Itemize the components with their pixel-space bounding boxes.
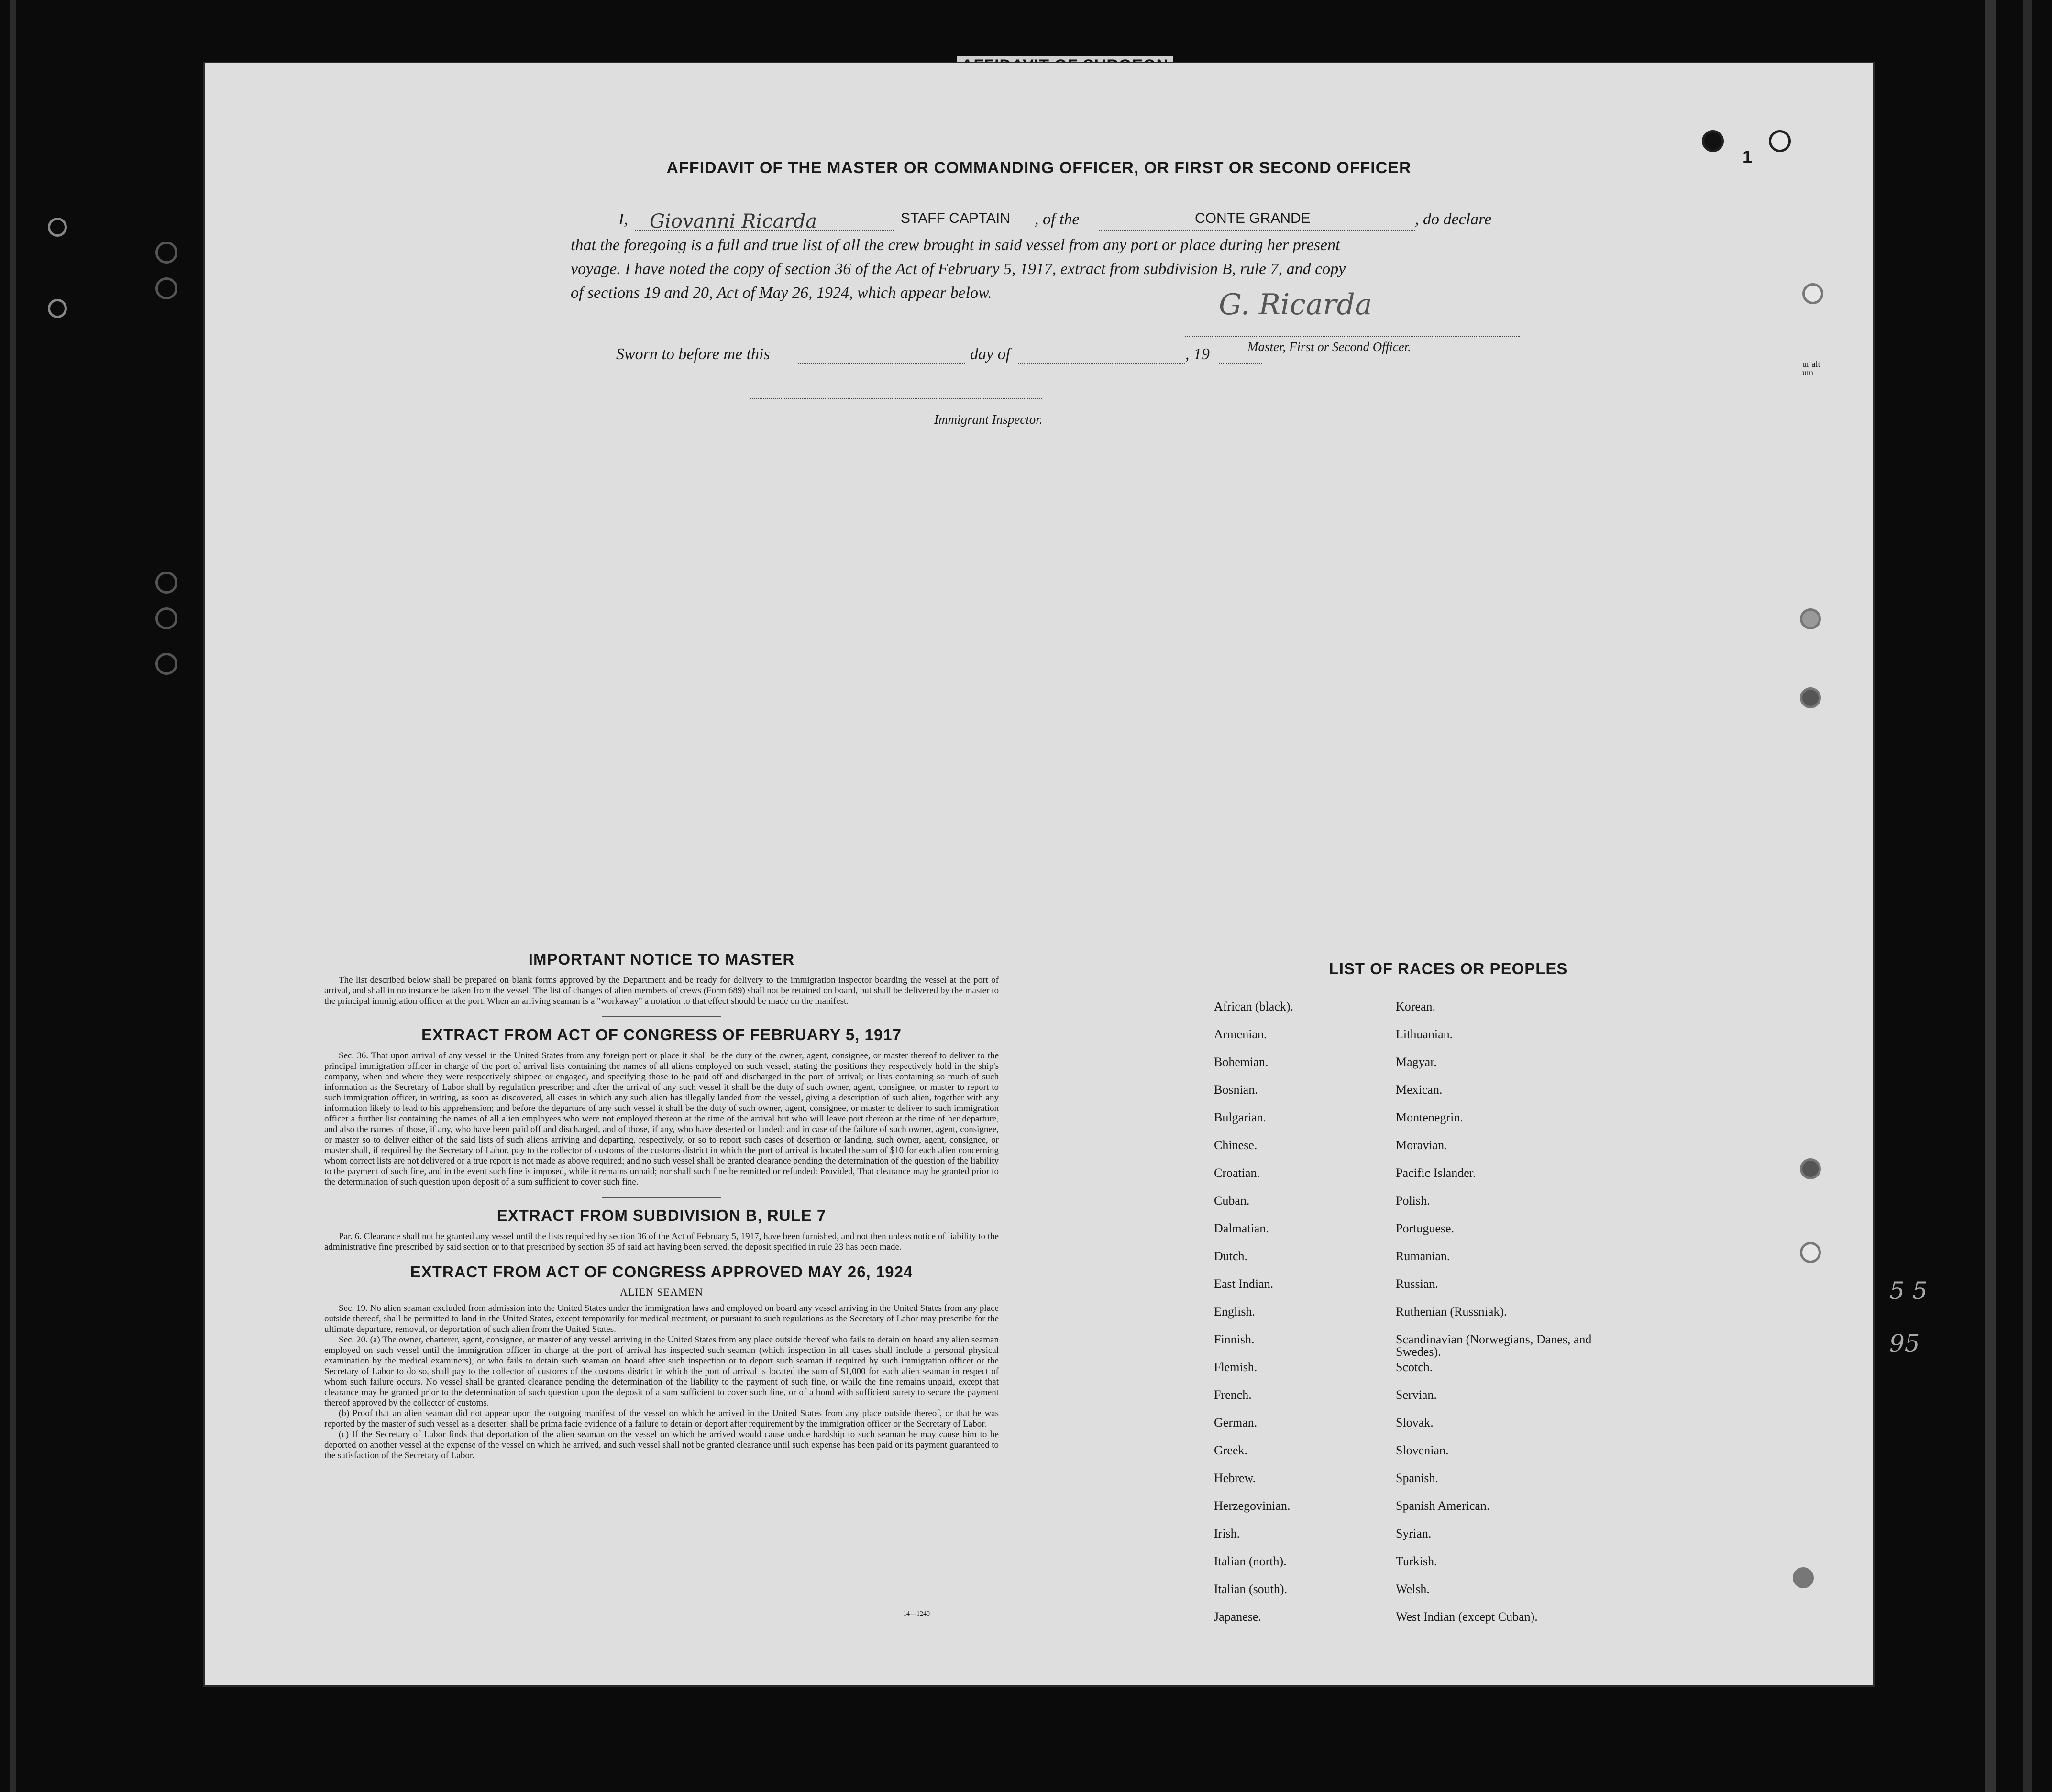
scan-edge xyxy=(1985,0,1996,1792)
notice-body: The list described below shall be prepared on blank forms approved by the Department and be ready for delivery to the immigration inspector boarding the vessel at the port of arrival, and shall in no instance be taken from the vessel. The list of changes of alien members of crews (Form 689) shall not be retained on board, but shall be delivered by the master to the principal immigration officer at the port. When an arriving seaman is a "workaway" a notation to that effect should be made on the manifest. xyxy=(324,975,999,1006)
scan-edge xyxy=(10,0,16,1792)
race-item: English. xyxy=(1214,1305,1255,1319)
race-item: Croatian. xyxy=(1214,1166,1260,1180)
form-number: 14—1240 xyxy=(903,1610,930,1617)
race-item: Italian (north). xyxy=(1214,1554,1287,1568)
affidavit-sheet xyxy=(205,63,1873,1685)
binder-hole xyxy=(155,572,177,594)
scan-edge xyxy=(2023,0,2032,1792)
race-item: Slovak. xyxy=(1396,1416,1434,1429)
binder-hole xyxy=(155,277,177,299)
race-item: French. xyxy=(1214,1388,1252,1402)
binder-hole xyxy=(155,607,177,629)
race-item: Pacific Islander. xyxy=(1396,1166,1476,1180)
inspector-signature-line xyxy=(750,393,1042,399)
race-item: Montenegrin. xyxy=(1396,1110,1463,1124)
race-item: Magyar. xyxy=(1396,1055,1437,1069)
margin-note: ur alt um xyxy=(1802,359,1820,377)
race-item: Turkish. xyxy=(1396,1554,1437,1568)
race-item: Bulgarian. xyxy=(1214,1110,1267,1124)
race-item: Hebrew. xyxy=(1214,1471,1256,1485)
race-item: Finnish. xyxy=(1214,1332,1255,1346)
affidavit-line-2: that the foregoing is a full and true list of all the crew brought in said vessel from any port or place during her present xyxy=(571,236,1340,254)
race-item: Lithuanian. xyxy=(1396,1027,1453,1041)
year-prefix: , 19 xyxy=(1185,345,1210,363)
race-item: Irish. xyxy=(1214,1527,1240,1540)
race-item: Spanish American. xyxy=(1396,1499,1490,1513)
sworn-label: Sworn to before me this xyxy=(616,345,770,363)
extract-1924-sec20a: Sec. 20. (a) The owner, charterer, agent, consignee, or master of any vessel arriving in the United States from any place outside thereof who fails to detain on board any alien seaman employed on such vessel until the immigration officer in charge at the port of arrival has inspected such seaman (which inspection in all cases shall include a personal physical examination by the medical examiners), or who fails to detain such seaman on board after such inspection or to deport such seaman if required by such immigration officer or the Secretary of Labor to do so, shall pay to the collector of customs of the customs district in which the port of arrival is located the sum of $1,000 for each alien seaman in respect of whom such failure occurs. No vessel shall be granted clearance pending the determination of the liability to the payment of such fine, or while the fine remains unpaid, except that clearance may be granted prior to the determination of such question upon the deposit of a sum sufficient to cover such fine, or of a bond with sufficient surety to secure the payment thereof approved by the collector of customs. xyxy=(324,1335,999,1408)
page-number: 1 xyxy=(1743,147,1753,166)
affidavit-line-3: voyage. I have noted the copy of section 36 of the Act of February 5, 1917, extract from subdivision B, rule 7, and copy xyxy=(571,260,1346,278)
race-item: Syrian. xyxy=(1396,1527,1432,1540)
signature-line xyxy=(1185,288,1520,337)
margin-note: 5 5 xyxy=(1889,1277,1928,1305)
race-item: Cuban. xyxy=(1214,1194,1250,1208)
sworn-month-field xyxy=(1018,351,1185,364)
race-item: Mexican. xyxy=(1396,1083,1443,1097)
extract-rule7-title: EXTRACT FROM SUBDIVISION B, RULE 7 xyxy=(496,1207,827,1224)
extract-1924-sec19: Sec. 19. No alien seaman excluded from admission into the United States under the immigration laws and employed on board any vessel arriving in the United States from any place outside thereof, shall be permitted to land in the United States, except temporarily for medical treatment, or pursuant to such regulations as the Secretary of Labor may prescribe for the ultimate departure, removal, or deportation of such alien from the United States. xyxy=(324,1303,999,1334)
do-declare-label: , do declare xyxy=(1415,210,1492,228)
sworn-day-field xyxy=(798,351,965,364)
binder-hole xyxy=(48,218,67,237)
race-item: Spanish. xyxy=(1396,1471,1438,1485)
race-item: Greek. xyxy=(1214,1443,1248,1457)
race-item: German. xyxy=(1214,1416,1258,1429)
race-item: African (black). xyxy=(1214,1000,1294,1013)
race-item: Bohemian. xyxy=(1214,1055,1269,1069)
signature-caption: Master, First or Second Officer. xyxy=(1247,340,1411,354)
extract-1924-subtitle: ALIEN SEAMEN xyxy=(620,1286,703,1298)
affidavit-line-4: of sections 19 and 20, Act of May 26, 1924, which appear below. xyxy=(571,284,992,302)
binder-hole xyxy=(1802,283,1823,304)
race-item: Ruthenian (Russniak). xyxy=(1396,1305,1507,1319)
race-item: Slovenian. xyxy=(1396,1443,1449,1457)
vessel-name: CONTE GRANDE xyxy=(1195,210,1311,226)
race-item: Scandinavian (Norwegians, Danes, and Swedes). xyxy=(1396,1332,1592,1359)
binder-hole xyxy=(155,242,177,264)
binder-hole xyxy=(1800,1242,1821,1263)
race-item: Rumanian. xyxy=(1396,1249,1450,1263)
race-item: Armenian. xyxy=(1214,1027,1267,1041)
race-item: Polish. xyxy=(1396,1194,1430,1208)
race-item: Welsh. xyxy=(1396,1582,1430,1596)
race-item: Italian (south). xyxy=(1214,1582,1288,1596)
race-item: Korean. xyxy=(1396,1000,1436,1013)
race-item: Dutch. xyxy=(1214,1249,1248,1263)
extract-1924-title: EXTRACT FROM ACT OF CONGRESS APPROVED MAY 26, 1924 xyxy=(410,1263,913,1281)
extract-1917-body: Sec. 36. That upon arrival of any vessel in the United States from any foreign port or place it shall be the duty of the owner, agent, consignee, or master thereof to deliver to the principal immigration officer in charge of the port of arrival lists containing the names of all aliens employed on such vessel, stating the positions they respectively hold in the ship's company, when and where they were respectively shipped or engaged, and specifying those to be paid off and discharged in the port of arrival; or lists containing so much of such information as the Secretary of Labor shall by regulation prescribe; and after the arrival of any such vessel it shall be the duty of such owner, agent, consignee, or master to report to such immigration officer, in writing, as soon as discovered, all cases in which any such alien has illegally landed from the vessel, giving a description of such alien, together with any information likely to lead to his apprehension; and before the departure of any such vessel it shall be the duty of such owner, agent, consignee, or master to deliver to such immigration officer a further list containing the names of all alien employees who were not employed thereon at the time of the arrival but who will leave port thereon at the time of her departure, and also the names of those, if any, who have been paid off and discharged, and of those, if any, who have deserted or landed; and in case of the failure of such owner, agent, consignee, or master so to deliver either of the said lists of such aliens arriving and departing, respectively, or so to report such cases of desertion or landing, such owner, agent, consignee, or master shall, if required by the Secretary of Labor, pay to the collector of customs of the customs district in which the port of arrival is located the sum of $10 for each alien concerning whom correct lists are not delivered or a true report is not made as above required; and no such vessel shall be granted clearance pending the determination of the question of the liability to the payment of such fine, and in the event such fine is imposed, while it remains unpaid; nor shall such fine be remitted or refunded: Provided, That clearance may be granted prior to the determination of such question upon deposit of a sum sufficient to cover such fine. xyxy=(324,1051,999,1187)
binder-hole xyxy=(1800,1158,1821,1179)
race-item: Russian. xyxy=(1396,1277,1438,1291)
race-item: Bosnian. xyxy=(1214,1083,1258,1097)
margin-note: 95 xyxy=(1889,1330,1920,1357)
day-of-label: day of xyxy=(970,345,1011,363)
extract-1917-title: EXTRACT FROM ACT OF CONGRESS OF FEBRUARY 5, 1917 xyxy=(421,1026,902,1044)
affidavit-title: AFFIDAVIT OF THE MASTER OR COMMANDING OFFICER, OR FIRST OR SECOND OFFICER xyxy=(666,159,1412,177)
binder-hole xyxy=(155,653,177,675)
extract-1924-sec20b: (b) Proof that an alien seaman did not appear upon the outgoing manifest of the vessel on which he arrived in the United States from any place outside thereof, or that he was reported by the master of such vessel as a deserter, shall be prima facie evidence of a failure to detain or deport after requirement by the immigration officer or the Secretary of Labor. xyxy=(324,1408,999,1429)
race-item: Flemish. xyxy=(1214,1360,1258,1374)
race-item: Portuguese. xyxy=(1396,1221,1455,1235)
race-item: West Indian (except Cuban). xyxy=(1396,1610,1538,1624)
race-item: Chinese. xyxy=(1214,1138,1258,1152)
signer-name: Giovanni Ricarda xyxy=(650,210,817,232)
divider xyxy=(602,1197,721,1198)
punch-mark xyxy=(1769,130,1791,152)
inspector-caption: Immigrant Inspector. xyxy=(934,412,1043,427)
race-item: Servian. xyxy=(1396,1388,1437,1402)
race-item: Japanese. xyxy=(1214,1610,1261,1624)
notice-title: IMPORTANT NOTICE TO MASTER xyxy=(528,950,795,968)
binder-hole xyxy=(1800,608,1821,629)
signer-name-field xyxy=(635,210,894,231)
race-item: Herzegovinian. xyxy=(1214,1499,1291,1513)
divider xyxy=(602,1016,721,1017)
binder-hole xyxy=(48,299,67,318)
vessel-field xyxy=(1099,210,1415,231)
race-item: Scotch. xyxy=(1396,1360,1433,1374)
extract-1924-sec20c: (c) If the Secretary of Labor finds that deportation of the alien seaman on the vessel on which he arrived would cause undue hardship to such seaman he may cause him to be deported on another vessel at the expense of the vessel on which he arrived, and such vessel shall not be granted clearance until such expense has been paid or its payment guaranteed to the satisfaction of the Secretary of Labor. xyxy=(324,1429,999,1461)
races-title: LIST OF RACES OR PEOPLES xyxy=(1329,960,1568,978)
notice-section xyxy=(324,950,999,1461)
of-the-label: , of the xyxy=(1035,210,1080,228)
sworn-year-field xyxy=(1219,351,1262,364)
i-label: I, xyxy=(618,210,628,228)
race-item: East Indian. xyxy=(1214,1277,1274,1291)
officer-signature: G. Ricarda xyxy=(1219,288,1372,321)
binder-hole xyxy=(1800,687,1821,708)
binder-hole xyxy=(1793,1567,1814,1588)
rank: STAFF CAPTAIN xyxy=(901,210,1010,226)
extract-rule7-body: Par. 6. Clearance shall not be granted any vessel until the lists required by section 36 of the Act of February 5, 1917, have been furnished, and not then unless notice of liability to the administrative fine prescribed by said section or to that prescribed by section 35 of said act having been served, the deposit specified in rule 23 has been made. xyxy=(324,1231,999,1252)
race-item: Moravian. xyxy=(1396,1138,1447,1152)
punch-mark xyxy=(1702,130,1724,152)
race-item: Dalmatian. xyxy=(1214,1221,1269,1235)
